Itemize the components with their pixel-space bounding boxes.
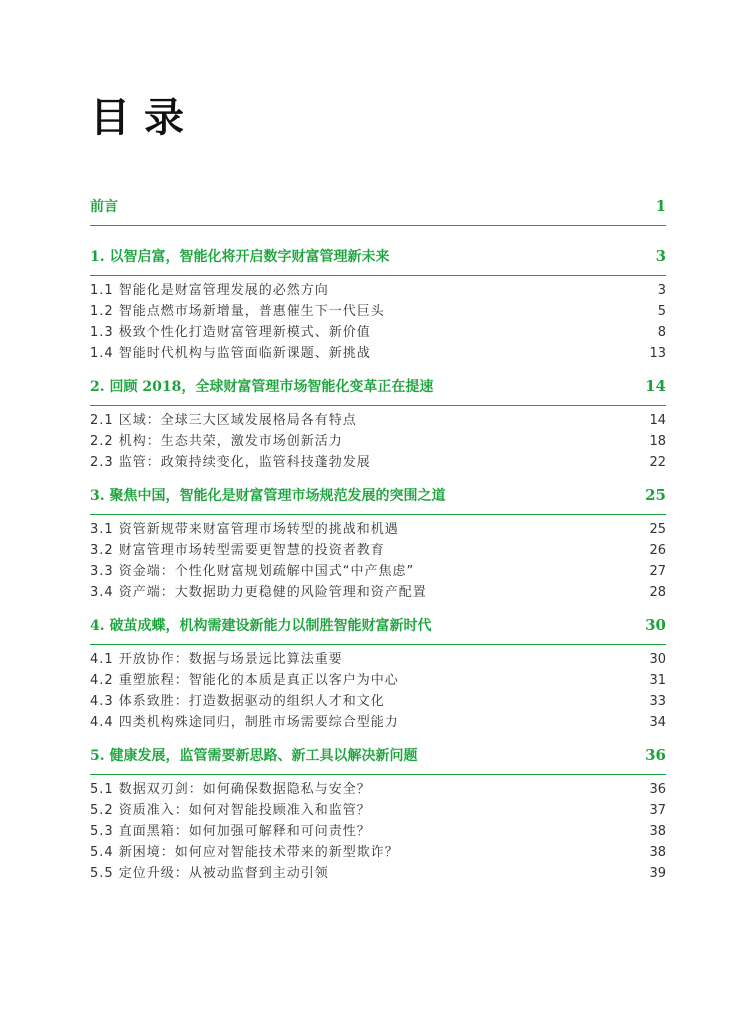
toc-item-page: 5 [657,304,666,319]
toc-item-label: 5.5 定位升级：从被动监督到主动引领 [90,866,329,881]
toc-item[interactable] [90,670,666,691]
toc-item[interactable] [90,779,666,800]
table-of-contents [90,196,666,884]
toc-item-page: 33 [649,694,666,709]
section-divider [90,644,666,645]
toc-section-page: 30 [645,616,666,634]
toc-item-label: 3.4 资产端：大数据助力更稳健的风险管理和资产配置 [90,585,427,600]
toc-item-label: 2.1 区域：全球三大区域发展格局各有特点 [90,413,357,428]
toc-item[interactable] [90,712,666,733]
toc-item-page: 3 [657,283,666,298]
toc-item-label: 5.1 数据双刃剑：如何确保数据隐私与安全？ [90,782,371,797]
toc-section-page: 14 [645,377,666,395]
toc-section-page: 25 [645,486,666,504]
toc-item-page: 8 [657,325,666,340]
toc-item-list [90,779,666,884]
section-divider [90,405,666,406]
toc-item-page: 36 [649,782,666,797]
toc-item[interactable] [90,561,666,582]
toc-section-heading[interactable] [90,485,666,506]
toc-item-label: 4.3 体系致胜：打造数据驱动的组织人才和文化 [90,694,385,709]
toc-section-heading[interactable] [90,376,666,397]
toc-item[interactable] [90,410,666,431]
toc-sections [90,246,666,884]
toc-item[interactable] [90,821,666,842]
toc-item-page: 18 [649,434,666,449]
toc-item-label: 3.1 资管新规带来财富管理市场转型的挑战和机遇 [90,522,399,537]
toc-item-page: 31 [649,673,666,688]
toc-item-label: 1.3 极致个性化打造财富管理新模式、新价值 [90,325,371,340]
page-title: 目录 [90,94,198,141]
toc-section-page: 3 [655,247,666,265]
toc-item-page: 27 [649,564,666,579]
toc-item-label: 1.4 智能时代机构与监管面临新课题、新挑战 [90,346,371,361]
section-divider [90,275,666,276]
toc-item-list [90,519,666,603]
toc-preface[interactable] [90,196,666,217]
toc-item-page: 39 [649,866,666,881]
toc-item-list [90,410,666,473]
toc-item-page: 13 [649,346,666,361]
toc-item-page: 34 [649,715,666,730]
toc-preface-label: 前言 [90,199,118,215]
toc-section-heading[interactable] [90,745,666,766]
toc-item[interactable] [90,540,666,561]
toc-item[interactable] [90,649,666,670]
toc-item-list [90,649,666,733]
toc-item-label: 5.2 资质准入：如何对智能投顾准入和监管？ [90,803,371,818]
toc-section-page: 36 [645,746,666,764]
toc-item-page: 37 [649,803,666,818]
toc-item[interactable] [90,842,666,863]
toc-item[interactable] [90,800,666,821]
toc-item-label: 2.3 监管：政策持续变化，监管科技蓬勃发展 [90,455,371,470]
toc-item[interactable] [90,431,666,452]
toc-item-label: 4.1 开放协作：数据与场景远比算法重要 [90,652,343,667]
toc-section-label: 1. 以智启富，智能化将开启数字财富管理新未来 [90,249,390,265]
toc-item-page: 14 [649,413,666,428]
toc-item[interactable] [90,519,666,540]
toc-item[interactable] [90,343,666,364]
section-divider [90,774,666,775]
toc-preface-page: 1 [655,197,666,215]
toc-item-label: 1.2 智能点燃市场新增量，普惠催生下一代巨头 [90,304,385,319]
toc-item[interactable] [90,322,666,343]
section-divider [90,514,666,515]
toc-item-list [90,280,666,364]
toc-item-page: 38 [649,845,666,860]
toc-section-label: 4. 破茧成蝶，机构需建设新能力以制胜智能财富新时代 [90,618,432,634]
toc-item-page: 38 [649,824,666,839]
toc-item-label: 4.2 重塑旅程：智能化的本质是真正以客户为中心 [90,673,399,688]
toc-item-page: 25 [649,522,666,537]
toc-item-label: 3.2 财富管理市场转型需要更智慧的投资者教育 [90,543,385,558]
toc-item-label: 3.3 资金端：个性化财富规划疏解中国式“中产焦虑” [90,564,415,579]
toc-item-label: 2.2 机构：生态共荣，激发市场创新活力 [90,434,343,449]
toc-item[interactable] [90,691,666,712]
toc-section-label: 2. 回顾 2018，全球财富管理市场智能化变革正在提速 [90,379,434,395]
toc-section-heading[interactable] [90,615,666,636]
toc-item-label: 5.3 直面黑箱：如何加强可解释和可问责性？ [90,824,371,839]
toc-item-label: 1.1 智能化是财富管理发展的必然方向 [90,283,329,298]
toc-item-page: 22 [649,455,666,470]
toc-item[interactable] [90,301,666,322]
toc-section-heading[interactable] [90,246,666,267]
toc-item-label: 5.4 新困境：如何应对智能技术带来的新型欺诈？ [90,845,399,860]
toc-item[interactable] [90,582,666,603]
toc-item-page: 28 [649,585,666,600]
toc-item[interactable] [90,452,666,473]
toc-item[interactable] [90,863,666,884]
toc-section-label: 3. 聚焦中国，智能化是财富管理市场规范发展的突围之道 [90,488,446,504]
toc-item[interactable] [90,280,666,301]
toc-section-label: 5. 健康发展，监管需要新思路、新工具以解决新问题 [90,748,418,764]
toc-item-page: 30 [649,652,666,667]
toc-item-page: 26 [649,543,666,558]
toc-item-label: 4.4 四类机构殊途同归，制胜市场需要综合型能力 [90,715,399,730]
